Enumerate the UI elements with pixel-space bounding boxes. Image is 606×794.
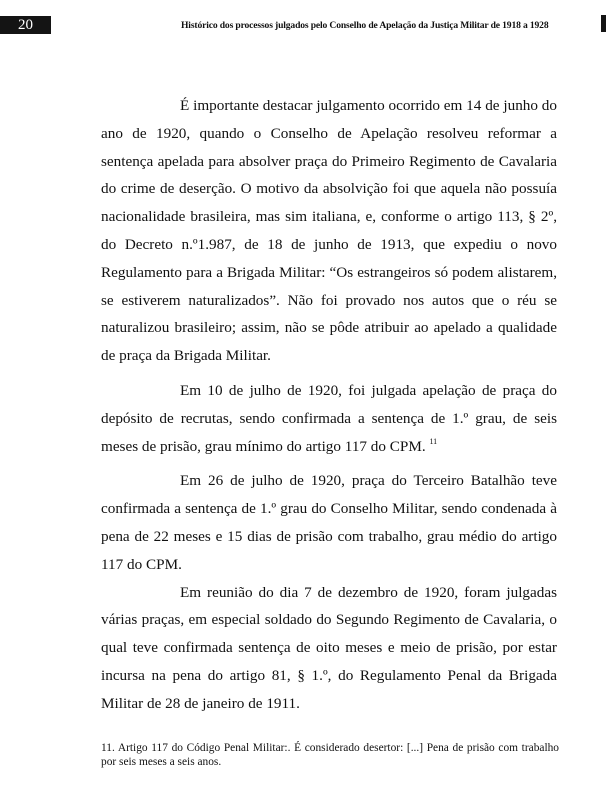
paragraph-4: Em reunião do dia 7 de dezembro de 1920, foram julgadas várias praças, em especial soldado do Segundo Regimento de Cavalaria, o qual teve confirmada sentença de oito meses e meio de prisão, por estar incursa na pena do artigo 81, § 1.º, do Regulamento Penal da Brigada Militar de 28 de janeiro de 1911.: [101, 583, 557, 712]
paragraph-2-text: Em 10 de julho de 1920, foi julgada apelação de praça do depósito de recrutas, sendo confirmada a sentença de 1.º grau, de seis meses de prisão, grau mínimo do artigo 117 do CPM.: [101, 381, 557, 455]
page-edge-marker: [601, 15, 606, 32]
footnote-11: 11. Artigo 117 do Código Penal Militar:. É considerado desertor: [...] Pena de prisão com trabalho por seis meses a seis anos.: [101, 742, 559, 768]
running-header-title: Histórico dos processos julgados pelo Conselho de Apelação da Justiça Militar de 1918 a 1928: [181, 20, 549, 31]
footnote-reference[interactable]: 11: [429, 436, 438, 446]
main-text: [101, 92, 557, 718]
paragraph-2: [101, 377, 557, 460]
paragraph-3: Em 26 de julho de 1920, praça do Terceiro Batalhão teve confirmada a sentença de 1.º grau do Conselho Militar, sendo condenada à pena de 22 meses e 15 dias de prisão com trabalho, grau médio do artigo 117 do CPM.: [101, 472, 557, 573]
page-number: 20: [0, 16, 51, 34]
paragraph-1: É importante destacar julgamento ocorrido em 14 de junho do ano de 1920, quando o Conselho de Apelação resolveu reformar a sentença apelada para absolver praça do Primeiro Regimento de Cavalaria do crime de deserção. O motivo da absolvição foi que aquela não possuía nacionalidade brasileira, mas sim italiana, e, conforme o artigo 113, § 2º, do Decreto n.º1.987, de 18 de junho de 1913, que expediu o novo Regulamento para a Brigada Militar: “Os estrangeiros só podem alistarem, se estiverem naturalizados”. Não foi provado nos autos que o réu se naturalizou brasileiro; assim, não se pôde atribuir ao apelado a qualidade de praça da Brigada Militar.: [101, 97, 557, 365]
